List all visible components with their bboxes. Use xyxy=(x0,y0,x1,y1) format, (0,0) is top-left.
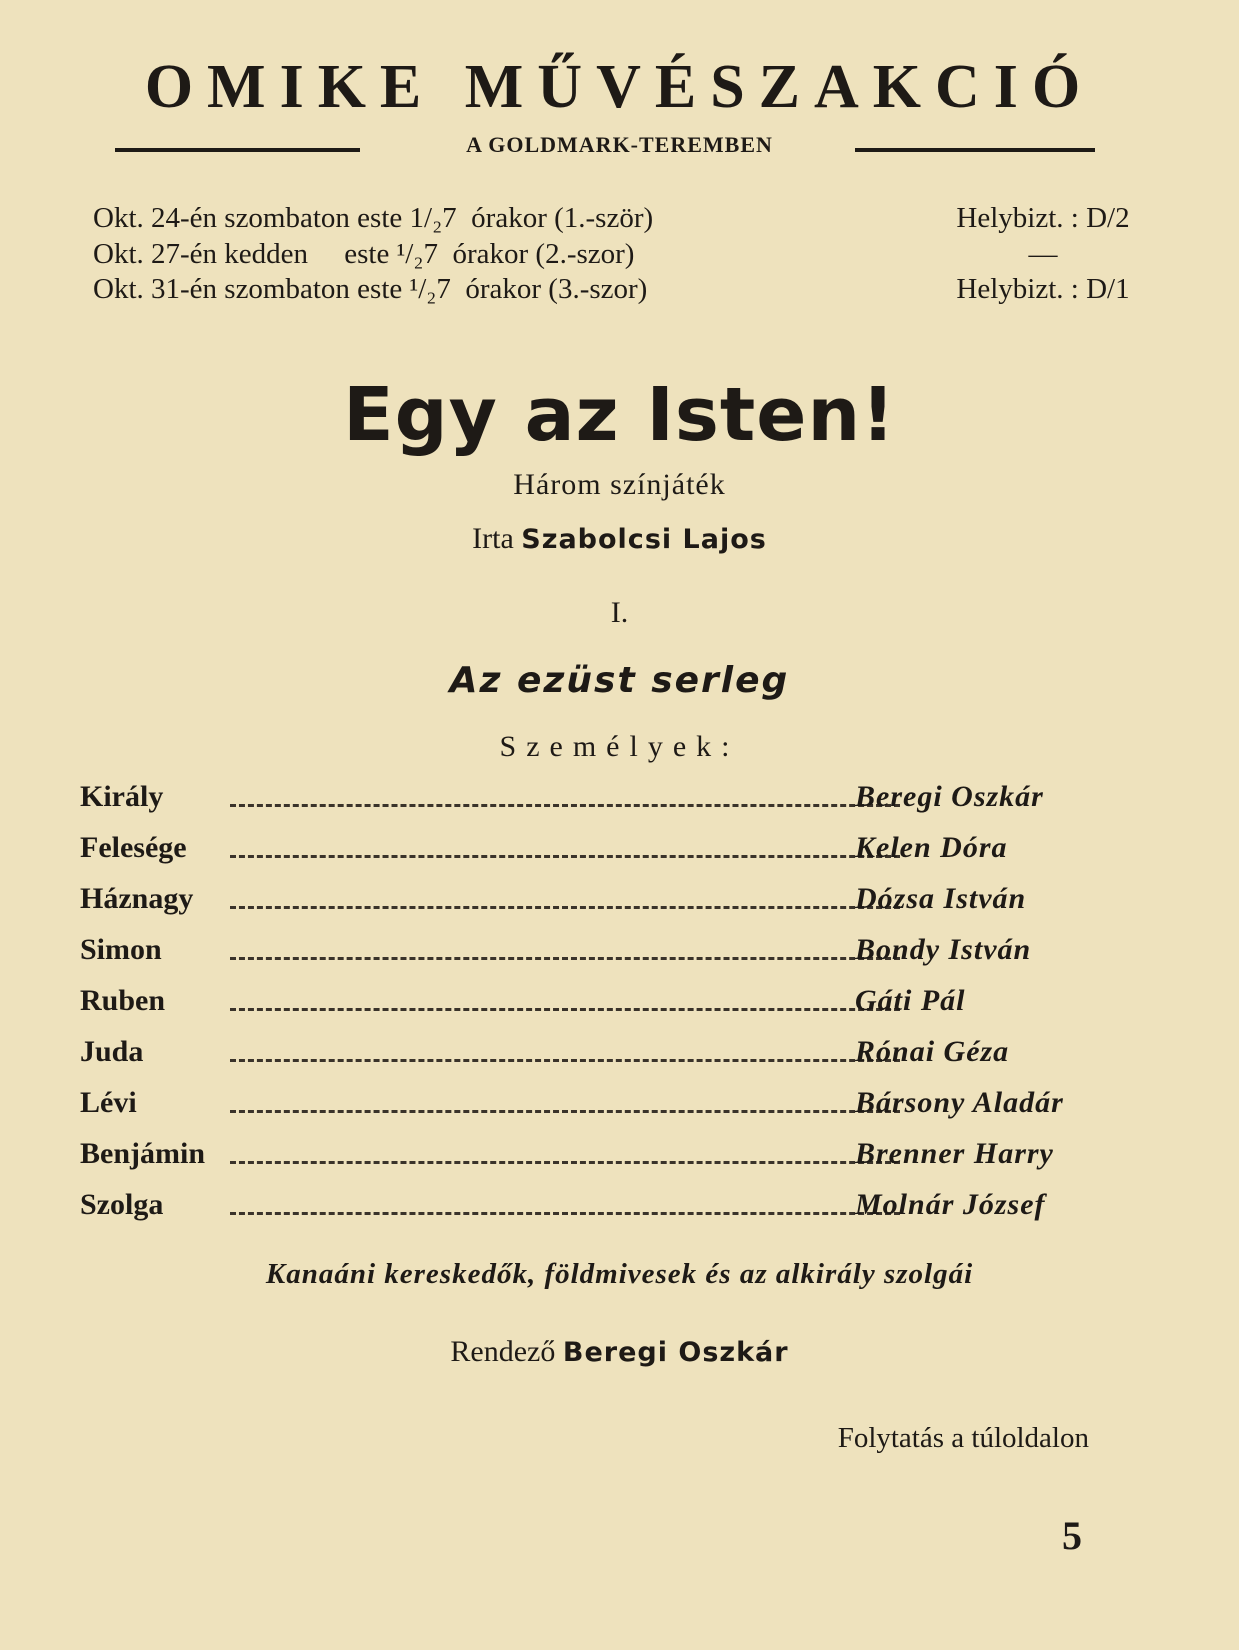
dotted-leader xyxy=(230,855,900,858)
cast-row xyxy=(80,1137,1100,1181)
cast-row xyxy=(80,933,1100,977)
schedule-note: Helybizt. : D/1 xyxy=(956,273,1130,305)
director-line xyxy=(0,1335,1239,1369)
cast-row xyxy=(80,882,1100,926)
role-name: Benjámin xyxy=(80,1137,206,1170)
dotted-leader xyxy=(230,906,900,909)
dotted-leader xyxy=(230,804,900,807)
actor-name: Beregi Oszkár xyxy=(855,780,1044,813)
actor-name: Rónai Géza xyxy=(855,1035,1010,1068)
part-number: I. xyxy=(610,596,629,629)
schedule-note: — xyxy=(1028,238,1058,270)
role-name: Felesége xyxy=(80,831,187,864)
director-name: Beregi Oszkár xyxy=(562,1337,789,1368)
schedule-note: Helybizt. : D/2 xyxy=(956,202,1130,234)
cast-row xyxy=(80,831,1100,875)
role-name: Király xyxy=(80,780,164,813)
venue-subtitle: A GOLDMARK-TEREMBEN xyxy=(466,132,773,157)
dotted-leader xyxy=(230,1008,900,1011)
schedule-line xyxy=(93,238,1163,274)
dotted-leader xyxy=(230,1161,900,1164)
role-name: Háznagy xyxy=(80,882,194,915)
role-name: Ruben xyxy=(80,984,166,1017)
page-title: OMIKE MŰVÉSZAKCIÓ xyxy=(144,53,1095,121)
play-title: Egy az Isten! xyxy=(343,372,896,458)
cast-row xyxy=(80,984,1100,1028)
author-name: Szabolcsi Lajos xyxy=(521,524,767,555)
actor-name: Gáti Pál xyxy=(855,984,966,1017)
schedule-text: Okt. 24-én szombaton este 1/₂7 órakor (1.-ször) xyxy=(93,202,654,234)
schedule-line xyxy=(93,202,1163,238)
persons-label: Személyek: xyxy=(499,730,740,763)
director-prefix: Rendező xyxy=(450,1335,556,1368)
actor-name: Kelen Dóra xyxy=(855,831,1008,864)
part-title: Az ezüst serleg xyxy=(449,660,790,701)
schedule-text: Okt. 27-én kedden este ¹/₂7 órakor (2.-szor) xyxy=(93,238,635,270)
author-prefix: Irta xyxy=(472,522,514,555)
divider-right xyxy=(855,148,1095,152)
cast-row xyxy=(80,1035,1100,1079)
chorus-line: Kanaáni kereskedők, földmivesek és az alkirály szolgái xyxy=(265,1258,974,1290)
role-name: Szolga xyxy=(80,1188,164,1221)
role-name: Simon xyxy=(80,933,162,966)
cast-row xyxy=(80,1086,1100,1130)
role-name: Juda xyxy=(80,1035,144,1068)
play-genre: Három színjáték xyxy=(513,468,726,501)
dotted-leader xyxy=(230,1110,900,1113)
cast-row xyxy=(80,1188,1100,1232)
author-line xyxy=(0,522,1239,556)
continuation-note: Folytatás a túloldalon xyxy=(837,1422,1089,1454)
dotted-leader xyxy=(230,957,900,960)
schedule-text: Okt. 31-én szombaton este ¹/₂7 órakor (3.-szor) xyxy=(93,273,648,305)
dotted-leader xyxy=(230,1212,900,1215)
actor-name: Bondy István xyxy=(855,933,1032,966)
dotted-leader xyxy=(230,1059,900,1062)
page-number: 5 xyxy=(1062,1513,1082,1558)
actor-name: Bársony Aladár xyxy=(855,1086,1064,1119)
actor-name: Brenner Harry xyxy=(855,1137,1054,1170)
role-name: Lévi xyxy=(80,1086,137,1119)
actor-name: Dózsa István xyxy=(855,882,1027,915)
cast-row xyxy=(80,780,1100,824)
schedule-line xyxy=(93,273,1163,309)
actor-name: Molnár József xyxy=(855,1188,1046,1221)
